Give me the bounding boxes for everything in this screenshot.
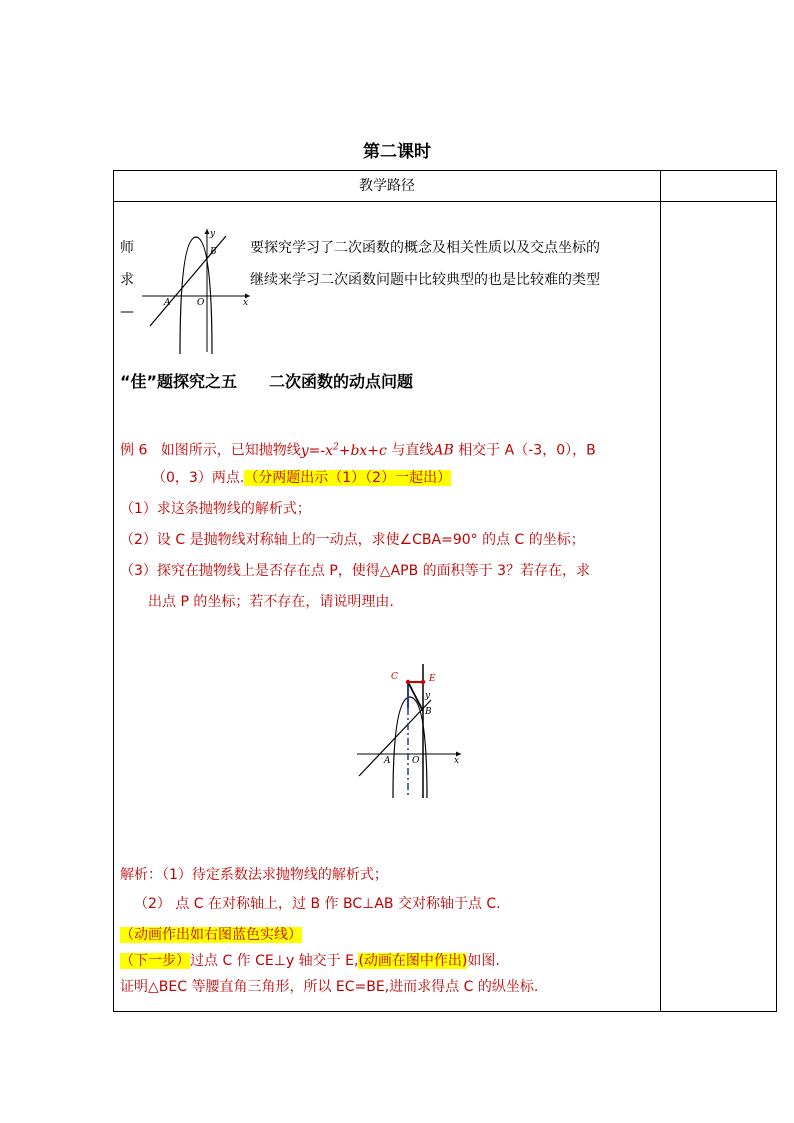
table-header: 教学路径 [359, 178, 415, 194]
question-2: （2）设 C 是抛物线对称轴上的一动点，求使∠CBA=90° 的点 C 的坐标； [120, 532, 585, 548]
example-label: 例 6 [120, 442, 148, 459]
example-line-1 [120, 437, 596, 461]
solution-highlight-1: （动画作出如右图蓝色实线） [120, 927, 302, 943]
solution-4-end: 如图. [467, 953, 500, 969]
example-ab: AB [433, 442, 454, 459]
example-point-a: A（-3，0），B [504, 442, 596, 459]
solution-highlight-3: (动画在图中作出) [358, 953, 468, 969]
solution-3 [120, 925, 302, 945]
solution-4-mid: 过点 C 作 CE⊥y 轴交于 E, [190, 953, 359, 969]
fig2-label-o: O [412, 756, 420, 766]
header-divider [114, 201, 776, 202]
solution-highlight-2: （下一步） [120, 953, 190, 969]
question-3-line-2: 出点 P 的坐标；若不存在，请说明理由. [148, 594, 394, 610]
solution-1: 解析：（1）待定系数法求抛物线的解析式； [120, 867, 388, 883]
intro-line-1: 要探究学习了二次函数的概念及相关性质以及交点坐标的 [250, 240, 600, 256]
figure-parabola-1 [140, 226, 252, 354]
parabola-equation: $y=-x^2+bx+c$ [300, 442, 387, 459]
page-title: 第二课时 [363, 142, 431, 162]
fig1-label-a: A [164, 298, 171, 308]
fig1-label-o: O [197, 298, 205, 308]
intro-left-3: — [120, 304, 134, 320]
question-3-line-1: （3）探究在抛物线上是否存在点 P，使得△APB 的面积等于 3？若存在，求 [120, 563, 590, 579]
intro-left-2: 求 [120, 272, 134, 288]
solution-4 [120, 951, 500, 971]
example-text-2: 与直线 [391, 442, 434, 459]
question-1: （1）求这条抛物线的解析式； [120, 501, 311, 517]
section-title: “佳”题探究之五 二次函数的动点问题 [120, 372, 414, 391]
fig1-label-y: y [210, 229, 216, 239]
fig2-label-c: C [391, 672, 398, 682]
fig2-label-a: A [384, 756, 391, 766]
example-point-b: （0，3）两点. [152, 470, 245, 486]
solution-2: （2） 点 C 在对称轴上，过 B 作 BC⊥AB 交对称轴于点 C. [134, 896, 501, 912]
solution-5: 证明△BEC 等腰直角三角形，所以 EC=BE,进而求得点 C 的纵坐标. [120, 979, 539, 995]
figure-parabola-2 [355, 662, 465, 800]
example-highlight: （分两题出示（1）（2）一起出） [244, 470, 452, 486]
fig1-label-x: x [243, 298, 249, 308]
fig1-label-b: B [210, 247, 217, 257]
fig2-label-x: x [454, 756, 460, 766]
intro-left-1: 师 [120, 240, 134, 256]
fig2-label-e: E [429, 674, 436, 684]
example-line-2 [152, 468, 451, 488]
fig2-label-y: y [425, 691, 431, 701]
column-divider [660, 171, 661, 1011]
fig2-label-b: B [425, 707, 432, 717]
example-text-1: 如图所示，已知抛物线 [160, 442, 301, 459]
intro-line-2: 继续来学习二次函数问题中比较典型的也是比较难的类型 [250, 272, 600, 288]
example-text-3: 相交于 [458, 442, 501, 459]
